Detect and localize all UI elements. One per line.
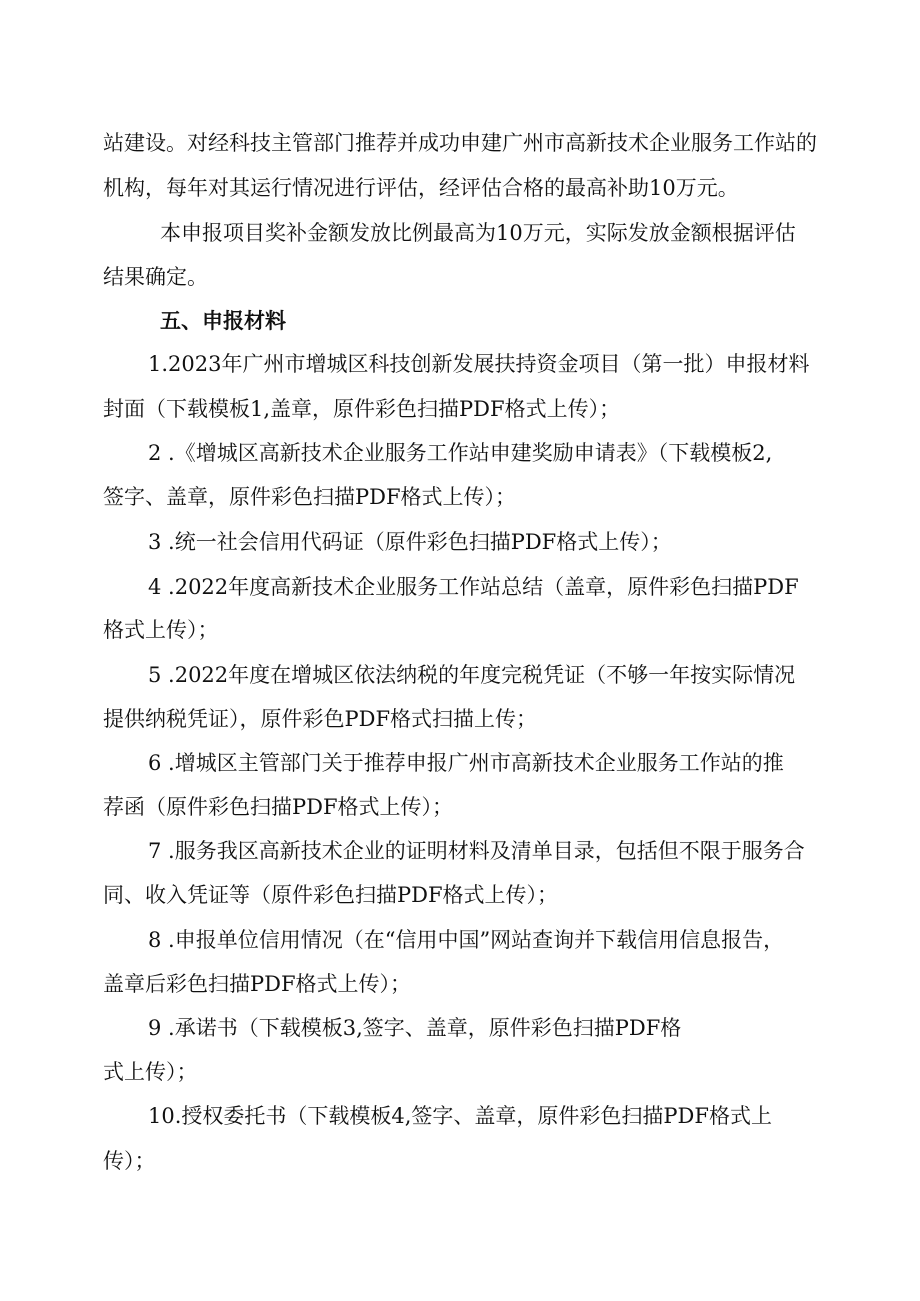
list-item-line: 格式上传）； bbox=[103, 618, 219, 642]
list-item-line: 5 .2022年度在增城区依法纳税的年度完税凭证（不够一年按实际情况 bbox=[148, 663, 796, 687]
list-item-line: 9 .承诺书（下载模板3,签字、盖章，原件彩色扫描PDF格 bbox=[148, 1016, 682, 1040]
list-item-line: 同、收入凭证等（原件彩色扫描PDF格式上传）； bbox=[103, 883, 559, 907]
list-item-line: 签字、盖章，原件彩色扫描PDF格式上传）； bbox=[103, 485, 517, 509]
list-item-line: 2 .《增城区高新技术企业服务工作站申建奖励申请表》（下载模板2, bbox=[148, 441, 773, 465]
list-item-line: 提供纳税凭证），原件彩色PDF格式扫描上传； bbox=[103, 707, 538, 731]
paragraph-line: 结果确定。 bbox=[103, 265, 208, 289]
list-item-line: 6 .增城区主管部门关于推荐申报广州市高新技术企业服务工作站的推 bbox=[148, 751, 784, 775]
list-item-line: 8 .申报单位信用情况（在“信用中国”网站查询并下载信用信息报告， bbox=[148, 928, 785, 952]
list-item-line: 10.授权委托书（下载模板4,签字、盖章，原件彩色扫描PDF格式上 bbox=[148, 1104, 772, 1128]
list-item-line: 7 .服务我区高新技术企业的证明材料及清单目录，包括但不限于服务合 bbox=[148, 839, 805, 863]
list-item-line: 式上传）； bbox=[103, 1060, 198, 1084]
list-item-line: 封面（下载模板1,盖章，原件彩色扫描PDF格式上传）； bbox=[103, 397, 621, 421]
list-item-line: 盖章后彩色扫描PDF格式上传）； bbox=[103, 972, 412, 996]
list-item-line: 荐函（原件彩色扫描PDF格式上传）； bbox=[103, 795, 454, 819]
list-item-line: 1.2023年广州市增城区科技创新发展扶持资金项目（第一批）申报材料 bbox=[148, 352, 810, 376]
list-item-line: 3 .统一社会信用代码证（原件彩色扫描PDF格式上传）； bbox=[148, 530, 672, 554]
paragraph-line: 机构，每年对其运行情况进行评估，经评估合格的最高补助10万元。 bbox=[103, 176, 739, 200]
section-heading: 五、申报材料 bbox=[160, 308, 286, 333]
paragraph-line: 站建设。对经科技主管部门推荐并成功申建广州市高新技术企业服务工作站的 bbox=[103, 131, 817, 155]
list-item-line: 传）； bbox=[103, 1149, 156, 1173]
list-item-line: 4 .2022年度高新技术企业服务工作站总结（盖章，原件彩色扫描PDF bbox=[148, 575, 799, 599]
paragraph-line: 本申报项目奖补金额发放比例最高为10万元，实际发放金额根据评估 bbox=[160, 221, 796, 245]
